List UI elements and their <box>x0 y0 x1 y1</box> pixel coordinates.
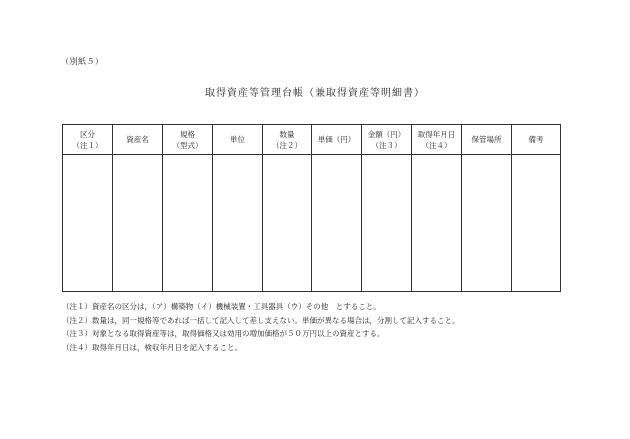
cell-remarks[interactable] <box>512 155 561 292</box>
column-header-specification <box>163 125 213 155</box>
column-header-remarks <box>512 125 561 155</box>
cell-unit-price[interactable] <box>312 155 362 292</box>
cell-asset-name[interactable] <box>113 155 163 292</box>
column-header-line1: 規格 <box>180 129 195 139</box>
column-header-acquisition-date <box>412 125 462 155</box>
document-title: 取得資産等管理台帳（兼取得資産等明細書） <box>205 88 425 99</box>
note-3: （注３）対象となる取得資産等は，取得価格又は効用の増加価格が５０万円以上の資産とする。 <box>62 329 385 338</box>
note-1: （注１）資産名の区分は，（ア）構築物（イ）機械装置・工具器具（ウ）その他 とすること。 <box>62 302 381 311</box>
column-header-amount <box>362 125 412 155</box>
column-header-line2: （型式） <box>172 140 203 150</box>
table-body-row <box>63 155 561 292</box>
notes-section <box>62 300 460 354</box>
column-header-line2: （注１） <box>72 140 103 150</box>
cell-unit[interactable] <box>213 155 263 292</box>
column-header-storage-location <box>462 125 512 155</box>
column-header-unit <box>213 125 263 155</box>
column-header-line1: 区分 <box>80 129 95 139</box>
cell-specification[interactable] <box>163 155 213 292</box>
column-header-category <box>63 125 113 155</box>
column-header-line1: 単位 <box>230 135 245 144</box>
cell-acquisition-date[interactable] <box>412 155 462 292</box>
column-header-unit-price <box>312 125 362 155</box>
note-4: （注４）取得年月日は，検収年月日を記入すること。 <box>62 342 242 352</box>
column-header-line1: 資産名 <box>126 135 149 144</box>
cell-quantity[interactable] <box>263 155 312 292</box>
note-2: （注２）数量は，同一規格等であれば一括して記入して差し支えない。単価が異なる場合は，分割して記入すること。 <box>62 315 460 325</box>
column-header-line2: （注２） <box>272 140 302 150</box>
table-header-row <box>63 125 561 155</box>
column-header-line1: 取得年月日 <box>417 129 456 139</box>
cell-amount[interactable] <box>362 155 412 292</box>
column-header-line2: （注３） <box>371 140 402 150</box>
column-header-asset-name <box>113 125 163 155</box>
column-header-quantity <box>263 125 312 155</box>
cell-category[interactable] <box>63 155 113 292</box>
column-header-line1: 単価（円） <box>317 135 356 144</box>
annex-label: （別紙５） <box>61 57 104 66</box>
asset-ledger-table <box>62 124 561 292</box>
column-header-line1: 備考 <box>528 135 544 144</box>
column-header-line1: 金額（円） <box>367 129 406 139</box>
column-header-line1: 数量 <box>279 129 295 139</box>
column-header-line1: 保管場所 <box>471 135 502 144</box>
cell-storage-location[interactable] <box>462 155 512 292</box>
column-header-line2: （注４） <box>421 140 452 150</box>
